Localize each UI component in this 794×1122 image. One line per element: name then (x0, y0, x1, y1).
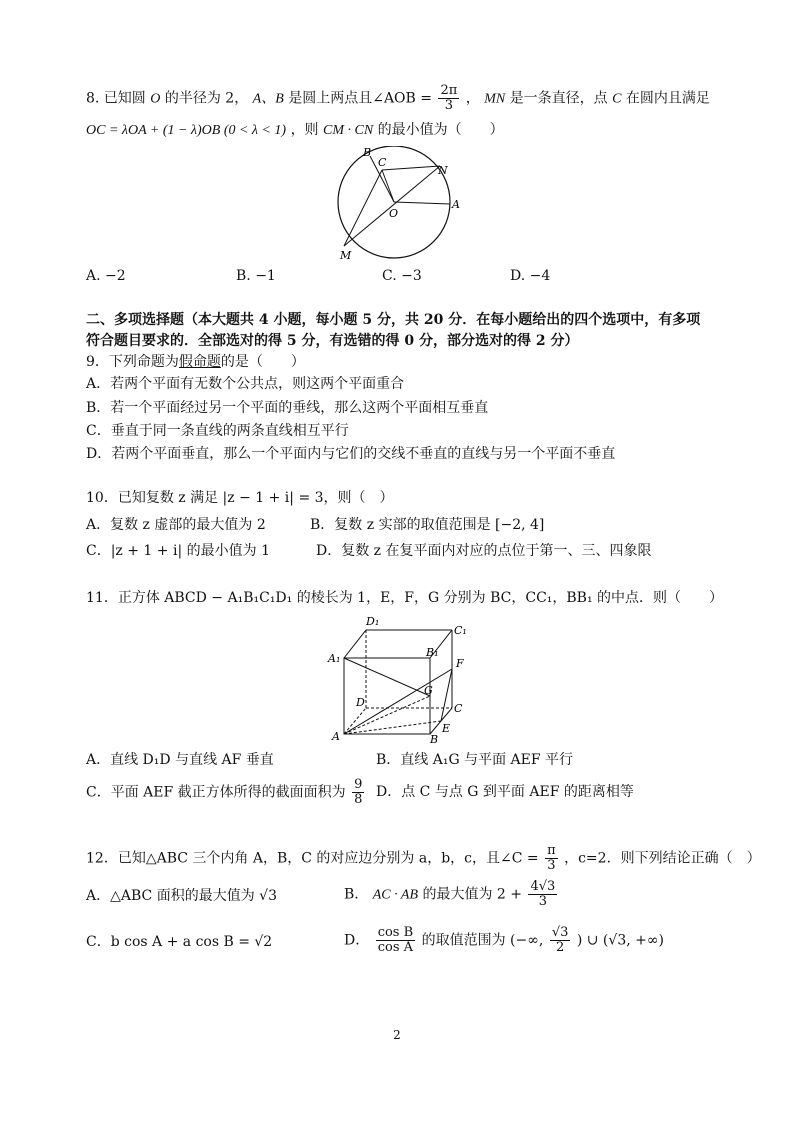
q8-text: 8. 已知圆 (86, 90, 146, 107)
q9-text: 9．下列命题为 (86, 354, 179, 370)
label-d: D (356, 696, 365, 709)
q9-underlined: 假命题 (178, 354, 221, 370)
frac-den: 3 (547, 858, 556, 873)
q8-option-d: D. −4 (510, 268, 551, 284)
q9-text: 的是（ ） (220, 354, 305, 370)
q10-option-b: B．复数 z 实部的取值范围是 [−2, 4] (310, 517, 545, 533)
q11-option-d: D．点 C 与点 G 到平面 AEF 的距离相等 (376, 784, 634, 800)
frac-den: 2 (555, 940, 565, 955)
label-n: N (438, 164, 448, 177)
q11-cube-figure (326, 612, 478, 744)
frac-num: 2π (440, 83, 458, 98)
q12-option-b (344, 880, 559, 909)
q8-option-b: B. −1 (236, 268, 276, 284)
q10-option-c: C．|z + 1 + i| 的最小值为 1 (86, 543, 270, 559)
q8-dot-product: CM · CN (323, 123, 374, 138)
q12-optb-letter: B． (344, 886, 369, 903)
q11-option-a: A．直线 D₁D 与直线 AF 垂直 (86, 752, 274, 768)
q12-option-a: A．△ABC 面积的最大值为 √3 (86, 888, 277, 904)
q8-text: 的最小值为（ ） (377, 122, 504, 138)
q12-angle-fraction (545, 844, 558, 873)
frac-num: cos B (377, 925, 414, 940)
q12-optb-text: 的最大值为 2 + (422, 886, 522, 903)
label-b: B (430, 733, 439, 744)
section2-heading-line1: 二、多项选择题（本大题共 4 小题，每小题 5 分，共 20 分．在每小题给出的四个选项中，有多项 (86, 312, 701, 328)
q8-text: 是圆上两点且∠AOB = (288, 90, 433, 107)
q8-text: 是一条直径，点 (509, 90, 608, 107)
frac-num: π (547, 843, 556, 858)
label-c1: C₁ (454, 624, 467, 637)
label-a: A (332, 730, 340, 743)
q8-var-mn: MN (484, 91, 506, 107)
q12-stem (86, 844, 761, 873)
frac-num: 9 (354, 777, 363, 792)
label-o: O (389, 207, 399, 220)
q8-angle-fraction (438, 84, 459, 113)
q9-stem (86, 352, 305, 372)
frac-num: √3 (551, 925, 569, 940)
label-a1: A₁ (328, 652, 341, 665)
label-c: C (378, 156, 387, 169)
frac-den: 3 (444, 98, 454, 113)
q10-stem: 10．已知复数 z 满足 |z − 1 + i| = 3，则（ ） (86, 490, 394, 506)
q8-stem-line1 (86, 84, 710, 113)
frac-den: 3 (538, 894, 547, 909)
section2-heading-line2: 符合题目要求的．全部选对的得 5 分，有选错的得 0 分，部分选对的得 2 分） (86, 333, 579, 349)
q10-option-a: A．复数 z 虚部的最大值为 2 (86, 517, 266, 533)
q8-text: ， (465, 90, 480, 107)
q8-text: ，则 (290, 122, 319, 138)
q12-option-d (344, 926, 664, 955)
q12-optd-fraction (376, 926, 415, 955)
q12-option-c: C．b cos A + a cos B = √2 (86, 934, 273, 950)
q9-option-c: C．垂直于同一条直线的两条直线相互平行 (86, 423, 349, 439)
q8-option-c: C. −3 (382, 268, 422, 284)
q8-stem-line2 (86, 120, 504, 141)
label-c: C (454, 702, 463, 715)
q10-option-d: D．复数 z 在复平面内对应的点位于第一、三、四象限 (316, 543, 652, 559)
label-b: B (363, 146, 372, 159)
q11-option-b: B．直线 A₁G 与平面 AEF 平行 (376, 752, 574, 768)
q8-circle-figure (330, 146, 470, 264)
label-m: M (340, 249, 352, 262)
q12-optb-vectors: AC · AB (372, 887, 418, 903)
page-number: 2 (393, 1028, 401, 1042)
q8-var-c: C (612, 91, 622, 107)
frac-den: 8 (354, 792, 363, 807)
q12-optd-text: 的取值范围为 (−∞, (421, 932, 548, 949)
q8-text: 在圆内且满足 (625, 90, 710, 107)
q9-option-b: B．若一个平面经过另一个平面的垂线，那么这两个平面相互垂直 (86, 400, 489, 416)
q8-text: 的半径为 2， (164, 90, 249, 107)
q12-text: 12．已知△ABC 三个内角 A，B，C 的对应边分别为 a，b，c，且∠C = (86, 850, 539, 867)
label-b1: B₁ (426, 646, 439, 659)
q9-option-d: D．若两个平面垂直，那么一个平面内与它们的交线不垂直的直线与另一个平面不垂直 (86, 446, 616, 462)
q12-optb-fraction (528, 880, 557, 909)
q12-optd-text: ) ∪ (√3, +∞) (576, 932, 664, 949)
label-a: A (452, 198, 460, 211)
q11-optc-fraction (352, 778, 364, 807)
label-g: G (424, 684, 433, 697)
q11-option-c (86, 778, 366, 807)
q12-text: ，c=2．则下列结论正确（ ） (564, 850, 761, 867)
label-d1: D₁ (366, 615, 380, 628)
q8-var-o: O (150, 91, 161, 107)
label-e: E (442, 722, 451, 735)
q8-vector-formula: OC = λOA + (1 − λ)OB (0 < λ < 1) (86, 123, 287, 138)
q12-optd-letter: D． (344, 932, 370, 949)
q11-optc-text: C．平面 AEF 截正方体所得的截面面积为 (86, 784, 346, 801)
frac-den: cos A (377, 940, 414, 955)
q9-option-a: A．若两个平面有无数个公共点，则这两个平面重合 (86, 376, 405, 392)
q12-optd-fraction2 (550, 926, 571, 955)
label-f: F (456, 657, 464, 670)
q8-option-a: A. −2 (86, 268, 126, 284)
q8-var-ab: A、B (252, 91, 284, 107)
frac-num: 4√3 (530, 879, 556, 894)
q11-stem: 11．正方体 ABCD − A₁B₁C₁D₁ 的棱长为 1，E，F，G 分别为 BC，CC₁，BB₁ 的中点．则（ ） (86, 590, 724, 606)
